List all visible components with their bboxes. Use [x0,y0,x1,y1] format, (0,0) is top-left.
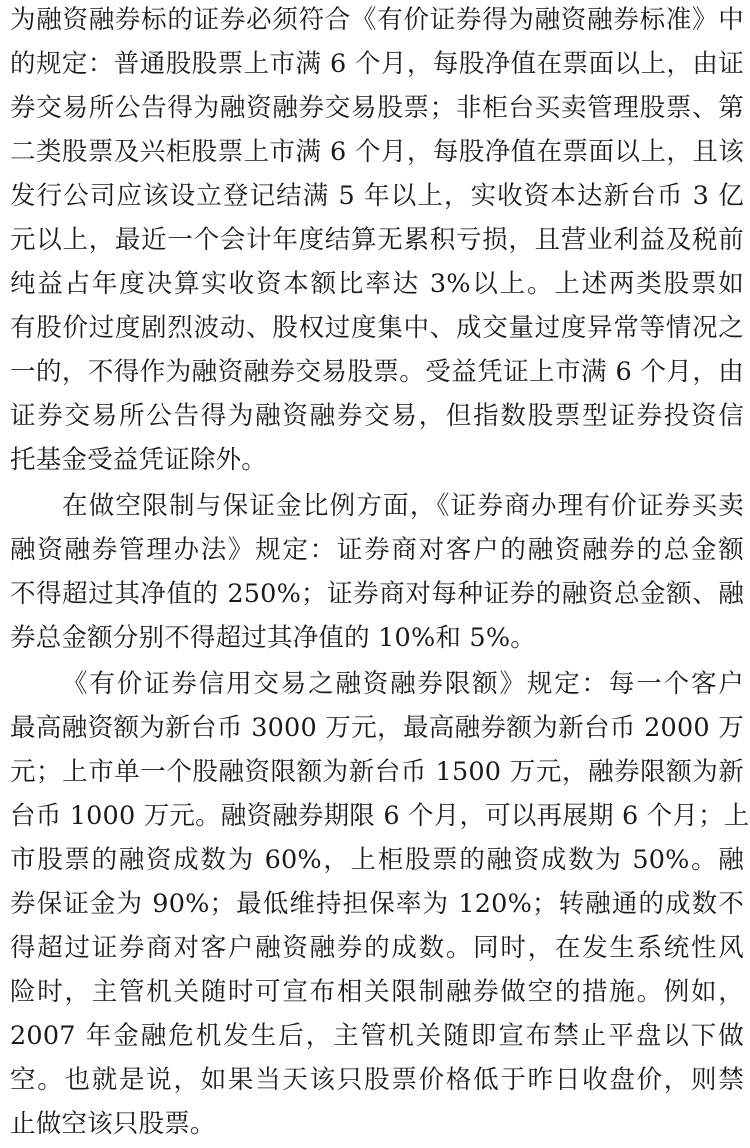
text-line: 为融资融券标的证券必须符合《有价证券得为融资融券标准》中 [10,5,744,35]
text-line: 2007 年金融危机发生后，主管机关随即宣布禁止平盘以下做 [10,1021,744,1051]
text-line: 市股票的融资成数为 60%，上柜股票的融资成数为 50%。融 [10,845,744,875]
text-line: 融资融券管理办法》规定：证券商对客户的融资融券的总金额 [10,535,744,565]
text-line: 元；上市单一个股融资限额为新台币 1500 万元，融券限额为新 [10,757,744,787]
text-line: 险时，主管机关随时可宣布相关限制融券做空的措施。例如， [10,977,744,1007]
text-line: 空。也就是说，如果当天该只股票价格低于昨日收盘价，则禁 [10,1065,744,1095]
text-line: 止做空该只股票。 [10,1109,216,1139]
text-line: 有股价过度剧烈波动、股权过度集中、成交量过度异常等情况之 [10,313,744,343]
text-line: 最高融资额为新台币 3000 万元，最高融券额为新台币 2000 万 [10,713,744,743]
text-line: 二类股票及兴柜股票上市满 6 个月，每股净值在票面以上，且该 [10,137,744,167]
text-line: 券交易所公告得为融资融券交易股票；非柜台买卖管理股票、第 [10,93,744,123]
text-line: 纯益占年度决算实收资本额比率达 3%以上。上述两类股票如 [10,269,744,299]
text-line: 券总金额分别不得超过其净值的 10%和 5%。 [10,623,536,653]
text-line: 券保证金为 90%；最低维持担保率为 120%；转融通的成数不 [10,889,744,919]
text-line: 证券交易所公告得为融资融券交易，但指数股票型证券投资信 [10,401,744,431]
paragraph-first-line: 《有价证券信用交易之融资融券限额》规定：每一个客户 [62,669,744,699]
text-line: 发行公司应该设立登记结满 5 年以上，实收资本达新台币 3 亿 [10,181,744,211]
text-line: 得超过证券商对客户融资融券的成数。同时，在发生系统性风 [10,933,744,963]
text-line: 的规定：普通股股票上市满 6 个月，每股净值在票面以上，由证 [10,49,744,79]
text-line: 元以上，最近一个会计年度结算无累积亏损，且营业利益及税前 [10,225,744,255]
paragraph-first-line: 在做空限制与保证金比例方面，《证券商办理有价证券买卖 [62,491,744,521]
text-line: 不得超过其净值的 250%；证券商对每种证券的融资总金额、融 [10,579,744,609]
text-line: 托基金受益凭证除外。 [10,445,268,475]
text-line: 一的，不得作为融资融券交易股票。受益凭证上市满 6 个月，由 [10,357,744,387]
text-line: 台币 1000 万元。融资融券期限 6 个月，可以再展期 6 个月；上 [10,801,750,831]
